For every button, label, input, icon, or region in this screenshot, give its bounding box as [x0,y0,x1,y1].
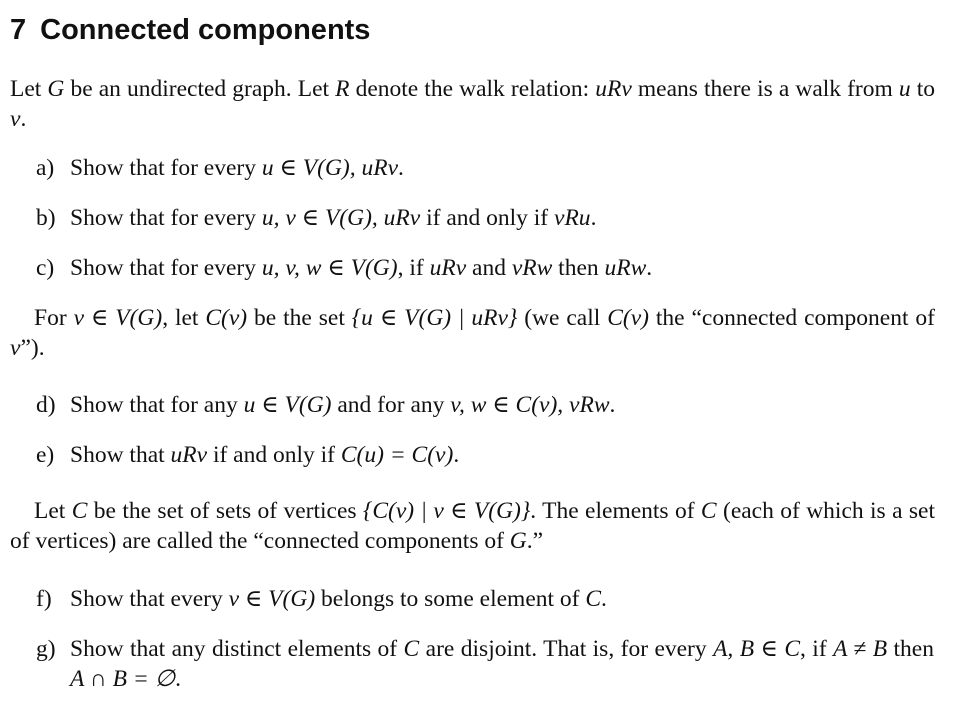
item-math: A, B ∈ C [713,636,800,662]
item-text: . [175,666,181,692]
item-text: . [601,586,607,612]
item-label: e) [36,442,55,468]
section-heading [10,10,370,50]
item-text: Show that for any [70,392,244,418]
item-label: a) [36,155,55,181]
item-label: c) [36,255,55,281]
item-text: . [453,442,460,468]
intro-math: v [10,106,21,132]
def-math: v ∈ V(G) [73,305,163,331]
item-label: b) [36,205,56,231]
def-text: (each of which is a set of vertices) are called the “connected components of [10,498,935,554]
item-text: . [590,205,597,231]
component-definition [10,303,935,363]
intro-text: be an undirected graph. Let [64,76,336,102]
def-text: , let [162,305,206,331]
item-body [70,634,934,694]
exercise-item-e [36,440,936,470]
item-text: if and only if [207,442,341,468]
def-text: Let [34,498,72,524]
item-math: v ∈ V(G) [228,586,316,612]
def-math: {C(v) | v ∈ V(G)} [362,498,531,524]
def-text: . The elements of [530,498,701,524]
item-text: Show that any distinct elements of [70,636,404,662]
item-text: Show that every [70,586,229,612]
item-text: . [609,392,616,418]
item-text: if and only if [420,205,555,231]
intro-math: G [47,76,65,102]
item-math: uRw [604,255,647,281]
item-math: uRv [429,255,467,281]
item-text: . [398,155,404,181]
item-text: Show that for every [70,155,262,181]
item-math: A ∩ B = ∅ [70,666,176,692]
item-text: and [466,255,512,281]
section-number: 7 [10,14,27,46]
item-label: f) [36,586,52,612]
def-text: be the set of sets of vertices [87,498,363,524]
def-text: For [34,305,74,331]
item-math: C [403,636,420,662]
def-text: (we call [517,305,608,331]
intro-text: means there is a walk from [631,76,899,102]
item-text: are disjoint. That is, for every [419,636,714,662]
def-math: C(v) [205,305,248,331]
intro-math: R [335,76,350,102]
exercise-item-d [36,390,936,420]
item-math: v, w ∈ C(v), vRw [450,392,610,418]
item-text: . [646,255,653,281]
def-math: C(v) [607,305,649,331]
item-math: u ∈ V(G) [243,392,332,418]
intro-text: to [910,76,935,102]
def-text: the “connected component of [648,305,935,331]
exercise-item-g [36,634,936,692]
intro-text: . [20,106,27,132]
item-math: vRu [554,205,591,231]
intro-math: uRv [595,76,632,102]
item-math: vRw [511,255,553,281]
item-math: u ∈ V(G), uRv [261,155,399,181]
item-text: and for any [331,392,451,418]
item-math: u, v ∈ V(G), uRv [261,205,421,231]
item-math: uRv [170,442,208,468]
def-math: C [700,498,717,524]
exercise-item-a [36,153,936,183]
item-math: C(u) = C(v) [340,442,454,468]
exercise-item-c [36,253,936,283]
item-text: then [887,636,934,662]
item-math: C [585,586,602,612]
def-math: {u ∈ V(G) | uRv} [351,305,518,331]
section-title: Connected components [40,14,371,46]
item-text: , if [800,636,834,662]
def-math: v [10,335,21,361]
item-text: then [552,255,605,281]
exercise-item-b [36,203,936,233]
def-text: .” [526,528,544,554]
intro-math: u [898,76,911,102]
def-math: C [71,498,88,524]
intro-text: denote the walk relation: [349,76,596,102]
def-math: G [509,528,527,554]
item-label: d) [36,392,56,418]
exercise-item-f [36,584,936,614]
item-text: belongs to some element of [315,586,586,612]
intro-paragraph [10,74,935,134]
item-math: A ≠ B [833,636,888,662]
component-set-definition [10,496,935,556]
item-label: g) [36,636,56,662]
item-text: , if [397,255,430,281]
intro-text: Let [10,76,48,102]
item-text: Show that for every [70,255,262,281]
item-text: Show that [70,442,171,468]
item-math: u, v, w ∈ V(G) [261,255,398,281]
def-text: be the set [247,305,352,331]
item-text: Show that for every [70,205,262,231]
def-text: ”). [20,335,45,361]
